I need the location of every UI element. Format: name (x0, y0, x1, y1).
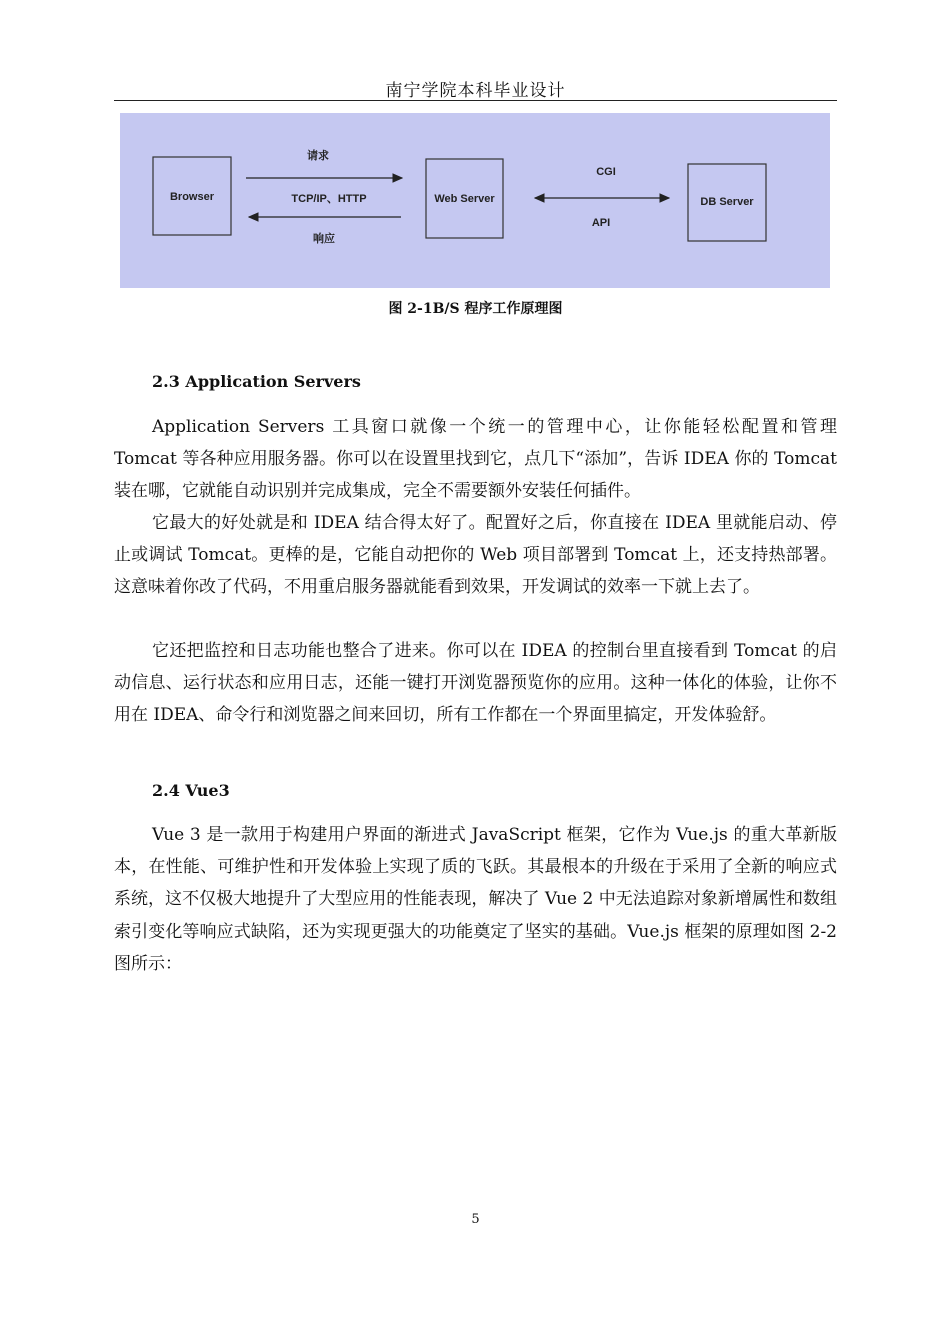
bs-architecture-diagram (120, 113, 830, 288)
paragraph-vue3-intro: Vue 3 是一款用于构建用户界面的渐进式 JavaScript 框架，它作为 Vue.js 的重大革新版本，在性能、可维护性和开发体验上实现了质的飞跃。其最根本的升级在于采用了全新的响应式系统，这不仅极大地提升了大型应用的性能表现，解决了 Vue 2 中无法追踪对象新增属性和数组索引变化等响应式缺陷，还为实现更强大的功能奠定了坚实的基础。Vue.js 框架的原理如图 2-2 图所示： (114, 825, 837, 974)
figure-caption: 图 2-1B/S 程序工作原理图 (388, 301, 563, 317)
paragraph-app-servers-monitoring: 它还把监控和日志功能也整合了进来。你可以在 IDEA 的控制台里直接看到 Tomcat 的启动信息、运行状态和应用日志，还能一键打开浏览器预览你的应用。这种一体化的体验，让你不用在 IDEA、命令行和浏览器之间来回切，所有工作都在一个界面里搞定，开发体验舒。 (114, 641, 837, 726)
diagram-canvas (120, 113, 830, 288)
paragraph-app-servers-intro: Application Servers 工具窗口就像一个统一的管理中心，让你能轻松配置和管理 Tomcat 等各种应用服务器。你可以在设置里找到它，点几下“添加”，告诉 IDEA 你的 Tomcat 装在哪，它就能自动识别并完成集成，完全不需要额外安装任何插件。 (114, 417, 837, 502)
section-heading-2-4: 2.4 Vue3 (152, 781, 230, 800)
protocol-label: TCP/IP、HTTP (291, 193, 367, 205)
page-number: 5 (471, 1212, 480, 1227)
response-label: 响应 (313, 233, 335, 245)
db-server-label: DB Server (700, 196, 754, 208)
browser-label: Browser (169, 191, 215, 203)
cgi-label: CGI (596, 166, 616, 178)
running-header: 南宁学院本科毕业设计 (385, 81, 566, 101)
web-server-label: Web Server (434, 193, 495, 205)
api-label: API (591, 217, 611, 229)
paragraph-app-servers-integration: 它最大的好处就是和 IDEA 结合得太好了。配置好之后，你直接在 IDEA 里就能启动、停止或调试 Tomcat。更棒的是，它能自动把你的 Web 项目部署到 Tomcat 上，还支持热部署。这意味着你改了代码，不用重启服务器就能看到效果，开发调试的效率一下就上去了。 (114, 513, 837, 598)
request-label: 请求 (307, 150, 329, 162)
section-heading-2-3: 2.3 Application Servers (152, 372, 361, 391)
header-rule (114, 100, 837, 101)
